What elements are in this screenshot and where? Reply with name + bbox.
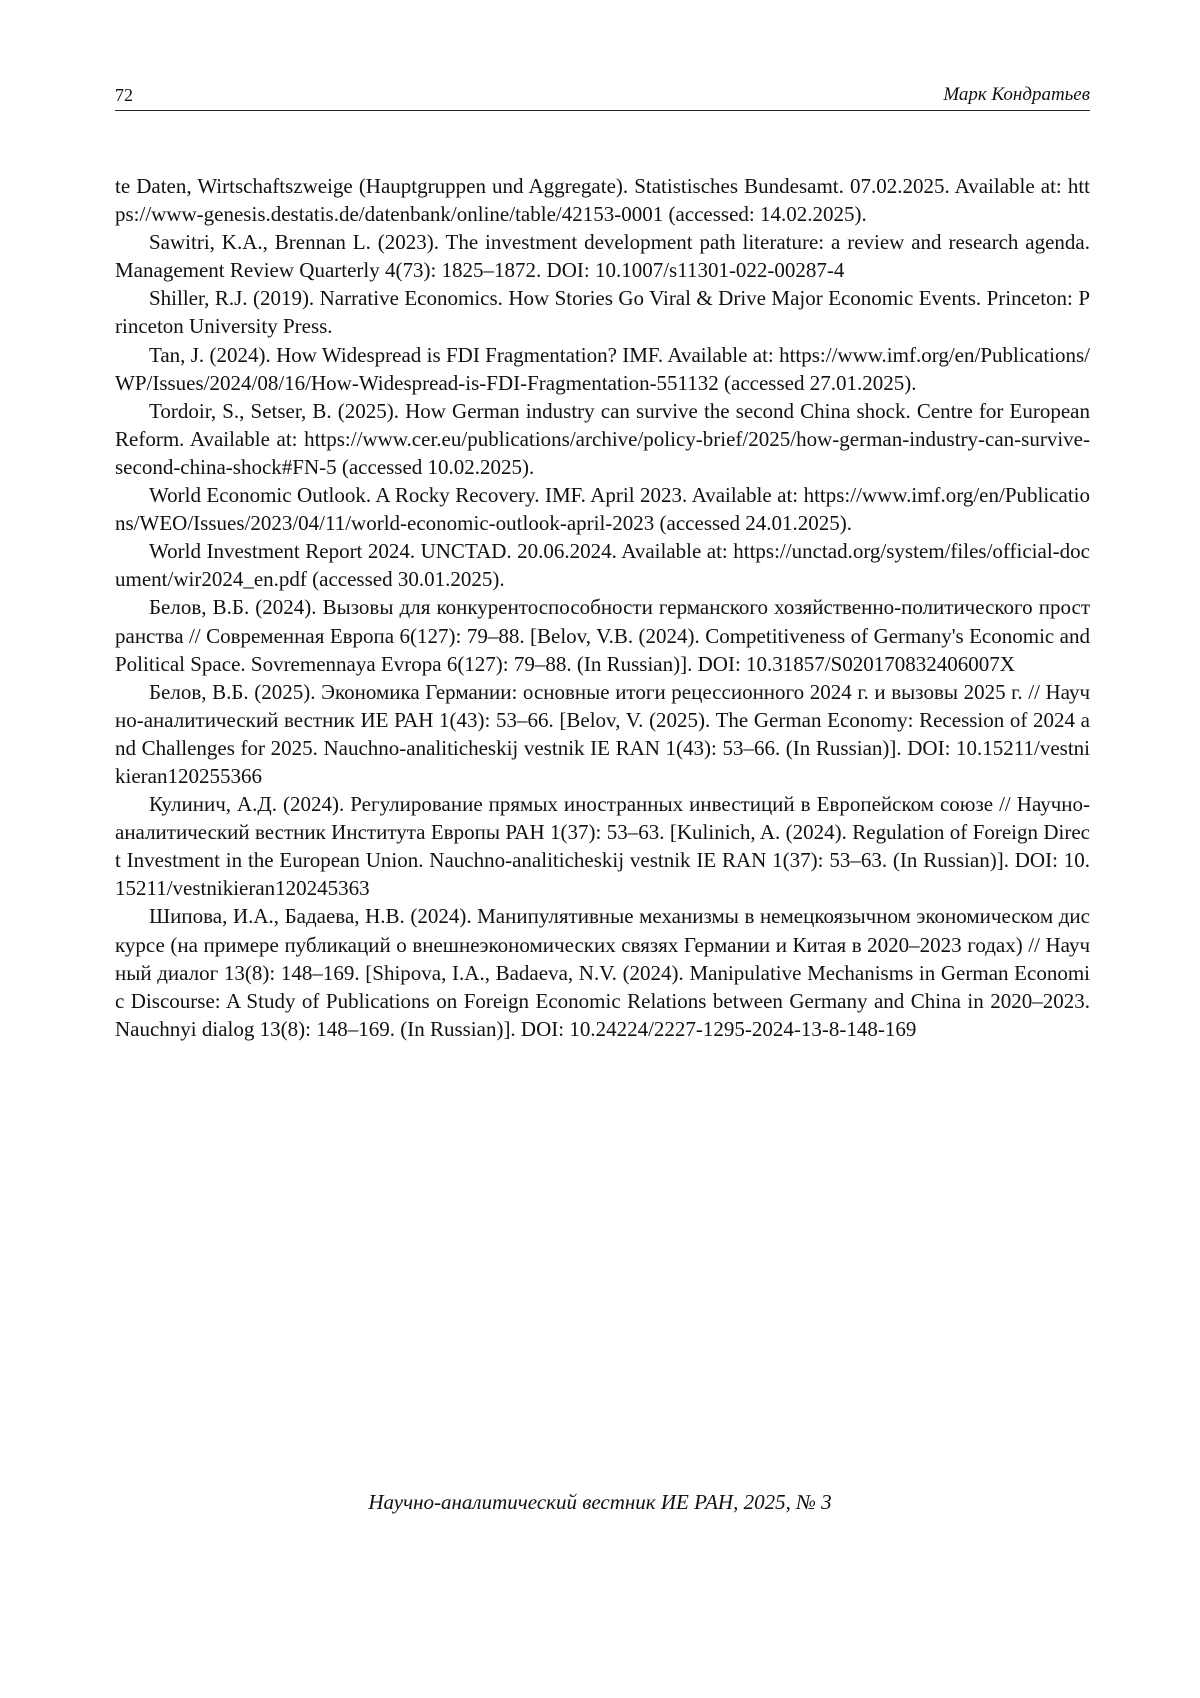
reference-item: Белов, В.Б. (2025). Экономика Германии: основные итоги рецессионного 2024 г. и вызовы 2025 г. // Научно-аналитический вестник ИЕ РАН 1(43): 53–66. [Belov, V. (2025). The German Economy: Recession of 2024 and Challenges for 2025. Nauchno-analiticheskij vestnik IE RAN 1(43): 53–66. (In Russian)]. DOI: 10.15211/vestnikieran120255366 <box>115 679 1090 788</box>
reference-item: Tordoir, S., Setser, B. (2025). How German industry can survive the second China shock. Centre for European Reform. Available at: https://www.cer.eu/publications/archive/policy-brief/2025/how-german-industry-can-survive-second-china-shock#FN-5 (accessed 10.02.2025). <box>115 398 1090 479</box>
reference-item: Sawitri, K.A., Brennan L. (2023). The investment development path literature: a review and research agenda. Management Review Quarterly 4(73): 1825–1872. DOI: 10.1007/s11301-022-00287-4 <box>115 230 1090 283</box>
running-head-author: Марк Кондратьев <box>943 84 1090 105</box>
page-number: 72 <box>115 85 133 105</box>
reference-item: Кулинич, А.Д. (2024). Регулирование прямых иностранных инвестиций в Европейском союзе // Научно-аналитический вестник Института Европы РАН 1(37): 53–63. [Kulinich, A. (2024). Regulation of Foreign Direct Investment in the European Union. Nauchno-analiticheskij vestnik IE RAN 1(37): 53–63. (In Russian)]. DOI: 10.15211/vestnikieran120245363 <box>115 792 1090 901</box>
reference-item: Шипова, И.А., Бадаева, Н.В. (2024). Манипулятивные механизмы в немецкоязычном экономическом дискурсе (на примере публикаций о внешнеэкономических связях Германии и Китая в 2020–2023 годах) // Научный диалог 13(8): 148–169. [Shipova, I.A., Badaeva, N.V. (2024). Manipulative Mechanisms in German Economic Discourse: A Study of Publications on Foreign Economic Relations between Germany and China in 2020–2023. Nauchnyi dialog 13(8): 148–169. (In Russian)]. DOI: 10.24224/2227-1295-2024-13-8-148-169 <box>115 904 1090 1041</box>
reference-item: World Economic Outlook. A Rocky Recovery. IMF. April 2023. Available at: https://www.imf.org/en/Publications/WEO/Issues/2023/04/11/world-economic-outlook-april-2023 (accessed 24.01.2025). <box>115 483 1090 536</box>
reference-item: Tan, J. (2024). How Widespread is FDI Fragmentation? IMF. Available at: https://www.imf.org/en/Publications/WP/Issues/2024/08/16/How-Widespread-is-FDI-Fragmentation-551132 (accessed 27.01.2025). <box>115 342 1090 395</box>
reference-item: te Daten, Wirtschaftszweige (Hauptgruppen und Aggregate). Statistisches Bundesamt. 07.02.2025. Available at: https://www-genesis.destatis.de/datenbank/online/table/42153-0001 (accessed: 14.02.2025). <box>115 174 1090 227</box>
page-header <box>115 84 1090 111</box>
reference-item: World Investment Report 2024. UNCTAD. 20.06.2024. Available at: https://unctad.org/system/files/official-document/wir2024_en.pdf (accessed 30.01.2025). <box>115 539 1090 592</box>
reference-list <box>115 172 1090 1043</box>
reference-item: Белов, В.Б. (2024). Вызовы для конкурентоспособности германского хозяйственно-политического пространства // Современная Европа 6(127): 79–88. [Belov, V.B. (2024). Competitiveness of Germany's Economic and Political Space. Sovremennaya Evropa 6(127): 79–88. (In Russian)]. DOI: 10.31857/S020170832406007X <box>115 595 1090 676</box>
page-footer-journal: Научно-аналитический вестник ИЕ РАН, 2025, № 3 <box>368 1490 832 1514</box>
reference-item: Shiller, R.J. (2019). Narrative Economics. How Stories Go Viral & Drive Major Economic Events. Princeton: Princeton University Press. <box>115 286 1090 339</box>
